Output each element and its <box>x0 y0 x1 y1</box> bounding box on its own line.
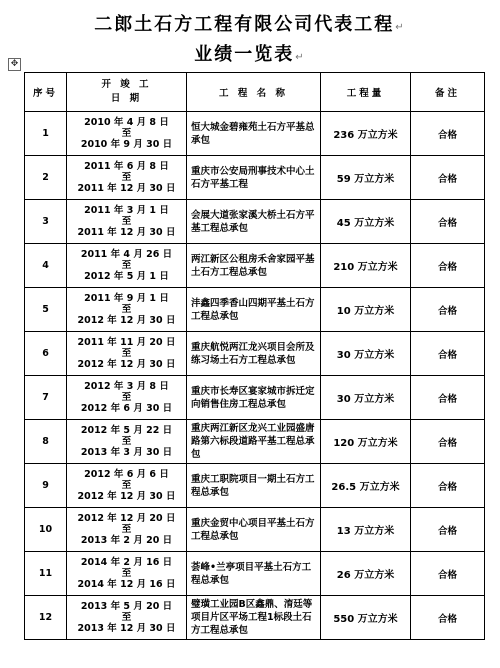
quantity-cell <box>321 596 411 640</box>
remark: 合格 <box>437 129 457 141</box>
quantity-cell <box>321 288 411 332</box>
row-date-cell <box>67 244 187 288</box>
row-index-cell <box>25 244 67 288</box>
end-date: 2011 年 12 月 30 日 <box>77 227 176 238</box>
project-name: 荟峰•兰亭项目平基土石方工程总承包 <box>191 561 312 586</box>
quantity-cell <box>321 200 411 244</box>
paragraph-mark-icon: ↵ <box>295 52 306 63</box>
quantity-cell <box>321 376 411 420</box>
remark: 合格 <box>437 569 457 581</box>
project-name-cell <box>187 200 321 244</box>
start-date: 2012 年 6 月 6 日 <box>84 469 169 480</box>
row-date-cell <box>67 552 187 596</box>
document-title <box>0 10 500 36</box>
remark-cell <box>411 244 485 288</box>
to-label: 至 <box>121 348 132 359</box>
remark-cell <box>411 596 485 640</box>
paragraph-mark-icon: ↵ <box>395 22 406 33</box>
row-index: 5 <box>42 304 49 315</box>
remark-cell <box>411 552 485 596</box>
remark: 合格 <box>437 261 457 273</box>
row-index: 4 <box>42 260 49 271</box>
table-row <box>25 420 485 464</box>
end-date: 2013 年 2 月 20 日 <box>80 535 173 546</box>
remark-cell <box>411 376 485 420</box>
remark: 合格 <box>437 349 457 361</box>
quantity: 210 万立方米 <box>333 262 398 273</box>
row-date-cell <box>67 156 187 200</box>
start-date: 2012 年 5 月 22 日 <box>80 425 173 436</box>
project-name-cell <box>187 420 321 464</box>
table-row <box>25 376 485 420</box>
project-name-cell <box>187 288 321 332</box>
quantity-cell <box>321 332 411 376</box>
start-date: 2012 年 3 月 8 日 <box>84 381 169 392</box>
quantity: 26.5 万立方米 <box>331 482 400 493</box>
start-date: 2011 年 11 月 20 日 <box>77 337 176 348</box>
quantity-cell <box>321 508 411 552</box>
project-name-cell <box>187 332 321 376</box>
row-date-cell <box>67 596 187 640</box>
remark-cell <box>411 420 485 464</box>
quantity: 550 万立方米 <box>333 614 398 625</box>
end-date: 2013 年 3 月 30 日 <box>80 447 173 458</box>
table-row <box>25 596 485 640</box>
quantity-cell <box>321 112 411 156</box>
row-date-cell <box>67 112 187 156</box>
table-row <box>25 552 485 596</box>
header-name <box>187 73 321 112</box>
row-index-cell <box>25 420 67 464</box>
project-name: 重庆市公安局刑事技术中心土石方平基工程 <box>191 165 315 190</box>
row-index: 12 <box>38 612 53 623</box>
to-label: 至 <box>121 524 132 535</box>
end-date: 2013 年 12 月 30 日 <box>77 623 176 634</box>
remark-cell <box>411 332 485 376</box>
table-row <box>25 112 485 156</box>
project-name: 重庆金贸中心项目平基土石方工程总承包 <box>191 517 315 542</box>
row-index-cell <box>25 376 67 420</box>
start-date: 2011 年 3 月 1 日 <box>84 205 169 216</box>
remark: 合格 <box>437 305 457 317</box>
row-index: 1 <box>42 128 49 139</box>
quantity: 45 万立方米 <box>336 218 395 229</box>
table-row <box>25 156 485 200</box>
to-label: 至 <box>121 436 132 447</box>
table-row <box>25 464 485 508</box>
remark-cell <box>411 464 485 508</box>
project-name-cell <box>187 156 321 200</box>
project-name-cell <box>187 464 321 508</box>
row-index: 11 <box>38 568 53 579</box>
end-date: 2011 年 12 月 30 日 <box>77 183 176 194</box>
start-date: 2011 年 6 月 8 日 <box>84 161 169 172</box>
remark-cell <box>411 200 485 244</box>
document-title-text: 二郎土石方工程有限公司代表工程 <box>94 14 395 35</box>
start-date: 2011 年 9 月 1 日 <box>84 293 169 304</box>
row-index-cell <box>25 200 67 244</box>
end-date: 2012 年 5 月 1 日 <box>84 271 169 282</box>
row-index: 10 <box>38 524 53 535</box>
to-label: 至 <box>121 260 132 271</box>
project-name: 重庆工职院项目一期土石方工程总承包 <box>191 473 315 498</box>
row-index: 7 <box>42 392 49 403</box>
row-date-cell <box>67 464 187 508</box>
row-date-cell <box>67 332 187 376</box>
project-name: 璧璜工业园B区鑫鼎、淯廷等项目片区平场工程1标段土石方工程总承包 <box>191 599 313 636</box>
document-subtitle-text: 业绩一览表 <box>194 44 295 65</box>
quantity: 59 万立方米 <box>336 174 395 185</box>
row-index-cell <box>25 596 67 640</box>
project-name: 沣鑫四季香山四期平基土石方工程总承包 <box>191 297 315 322</box>
to-label: 至 <box>121 612 132 623</box>
table-header-row <box>25 73 485 112</box>
row-index: 3 <box>42 216 49 227</box>
project-name-cell <box>187 552 321 596</box>
table-row <box>25 332 485 376</box>
table-move-handle-icon[interactable]: ✥ <box>8 58 21 71</box>
header-qty <box>321 73 411 112</box>
header-dates-top: 开 竣 工 <box>101 79 152 90</box>
row-index-cell <box>25 332 67 376</box>
project-name-cell <box>187 508 321 552</box>
end-date: 2012 年 12 月 30 日 <box>77 359 176 370</box>
row-index: 6 <box>42 348 49 359</box>
end-date: 2012 年 12 月 30 日 <box>77 491 176 502</box>
quantity-cell <box>321 156 411 200</box>
to-label: 至 <box>121 128 132 139</box>
project-name: 重庆市长寿区宴家城市拆迁定向销售住房工程总承包 <box>191 385 315 410</box>
project-name: 恒大城金碧雍苑土石方平基总承包 <box>191 121 315 146</box>
project-name-cell <box>187 112 321 156</box>
table-body <box>25 112 485 640</box>
start-date: 2011 年 4 月 26 日 <box>80 249 173 260</box>
project-name: 重庆两江新区龙兴工业园盛唐路第六标段道路平基工程总承包 <box>191 423 315 460</box>
header-dates <box>67 73 187 112</box>
quantity: 30 万立方米 <box>336 350 395 361</box>
remark-cell <box>411 288 485 332</box>
quantity: 13 万立方米 <box>336 526 395 537</box>
row-index-cell <box>25 552 67 596</box>
remark: 合格 <box>437 481 457 493</box>
quantity-cell <box>321 552 411 596</box>
to-label: 至 <box>121 304 132 315</box>
document-subtitle <box>0 40 500 66</box>
start-date: 2013 年 5 月 20 日 <box>80 601 173 612</box>
row-index: 8 <box>42 436 49 447</box>
table-row <box>25 244 485 288</box>
row-date-cell <box>67 376 187 420</box>
performance-table <box>24 72 485 640</box>
header-index-label: 序号 <box>32 88 58 99</box>
row-index-cell <box>25 112 67 156</box>
row-index-cell <box>25 288 67 332</box>
row-date-cell <box>67 420 187 464</box>
header-remark-label: 备注 <box>434 88 460 99</box>
header-index <box>25 73 67 112</box>
to-label: 至 <box>121 480 132 491</box>
quantity-cell <box>321 464 411 508</box>
header-remark <box>411 73 485 112</box>
remark: 合格 <box>437 393 457 405</box>
project-name-cell <box>187 244 321 288</box>
to-label: 至 <box>121 216 132 227</box>
remark-cell <box>411 156 485 200</box>
quantity: 236 万立方米 <box>333 130 398 141</box>
header-dates-bottom: 日 期 <box>110 93 143 104</box>
row-index-cell <box>25 508 67 552</box>
to-label: 至 <box>121 172 132 183</box>
remark: 合格 <box>437 173 457 185</box>
row-index: 2 <box>42 172 49 183</box>
to-label: 至 <box>121 568 132 579</box>
end-date: 2014 年 12 月 16 日 <box>77 579 176 590</box>
remark-cell <box>411 112 485 156</box>
quantity-cell <box>321 244 411 288</box>
table-row <box>25 288 485 332</box>
project-name: 会展大道张家溪大桥土石方平基工程总承包 <box>191 209 315 234</box>
quantity: 30 万立方米 <box>336 394 395 405</box>
row-date-cell <box>67 508 187 552</box>
row-index-cell <box>25 156 67 200</box>
end-date: 2010 年 9 月 30 日 <box>80 139 173 150</box>
to-label: 至 <box>121 392 132 403</box>
project-name: 重庆航悦两江龙兴项目会所及练习场土石方工程总承包 <box>191 341 315 366</box>
remark: 合格 <box>437 217 457 229</box>
header-name-label: 工 程 名 称 <box>219 88 288 99</box>
remark: 合格 <box>437 437 457 449</box>
row-date-cell <box>67 200 187 244</box>
end-date: 2012 年 12 月 30 日 <box>77 315 176 326</box>
quantity-cell <box>321 420 411 464</box>
project-name-cell <box>187 376 321 420</box>
start-date: 2010 年 4 月 8 日 <box>84 117 169 128</box>
project-name: 两江新区公租房禾舍家园平基土石方工程总承包 <box>191 253 315 278</box>
start-date: 2014 年 2 月 16 日 <box>80 557 173 568</box>
quantity: 10 万立方米 <box>336 306 395 317</box>
row-date-cell <box>67 288 187 332</box>
row-index-cell <box>25 464 67 508</box>
remark-cell <box>411 508 485 552</box>
table-row <box>25 200 485 244</box>
remark: 合格 <box>437 613 457 625</box>
start-date: 2012 年 12 月 20 日 <box>77 513 176 524</box>
header-qty-label: 工程量 <box>346 88 385 99</box>
end-date: 2012 年 6 月 30 日 <box>80 403 173 414</box>
row-index: 9 <box>42 480 49 491</box>
quantity: 26 万立方米 <box>336 570 395 581</box>
table-row <box>25 508 485 552</box>
project-name-cell <box>187 596 321 640</box>
remark: 合格 <box>437 525 457 537</box>
quantity: 120 万立方米 <box>333 438 398 449</box>
